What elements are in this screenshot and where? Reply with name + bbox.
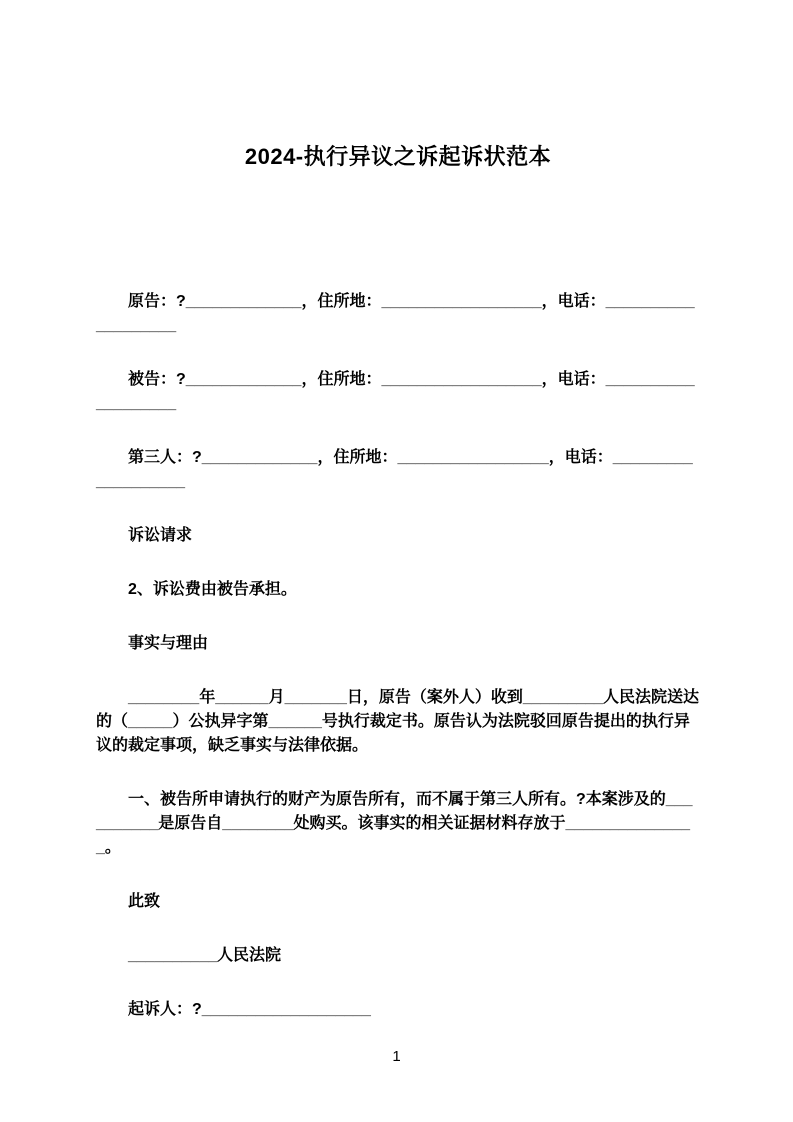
- paragraph-court-name: __________人民法院: [128, 947, 281, 964]
- paragraph-facts-1: ________年______月_______日，原告（案外人）收到_________人民法院送达的（_____）公执异字第______号执行裁定书。原告认为法院驳回原告提出的执行异议的裁定事项，缺乏事实与法律依据。: [96, 689, 699, 754]
- paragraph-claim-item-2: 2、诉讼费由被告承担。: [128, 581, 297, 598]
- paragraph-third-party-info: 第三人：?_____________，住所地：_________________，电话：___________________: [96, 449, 693, 490]
- paragraph-salute: 此致: [128, 893, 161, 910]
- heading-facts-and-reasons: 事实与理由: [128, 635, 209, 652]
- page-number: 1: [392, 1048, 401, 1065]
- paragraph-defendant-info: 被告：?_____________，住所地：__________________，电话：___________________: [96, 371, 695, 412]
- paragraph-filer-signature: 起诉人：?___________________: [128, 1001, 371, 1018]
- paragraph-plaintiff-info: 原告：?_____________，住所地：__________________，电话：___________________: [96, 293, 695, 334]
- document-title: 2024-执行异议之诉起诉状范本: [244, 144, 552, 169]
- heading-claims: 诉讼请求: [128, 527, 193, 544]
- paragraph-facts-2: 一、被告所申请执行的财产为原告所有，而不属于第三人所有。?本案涉及的__________是原告自________处购买。该事实的相关证据材料存放于_______________。: [96, 791, 693, 856]
